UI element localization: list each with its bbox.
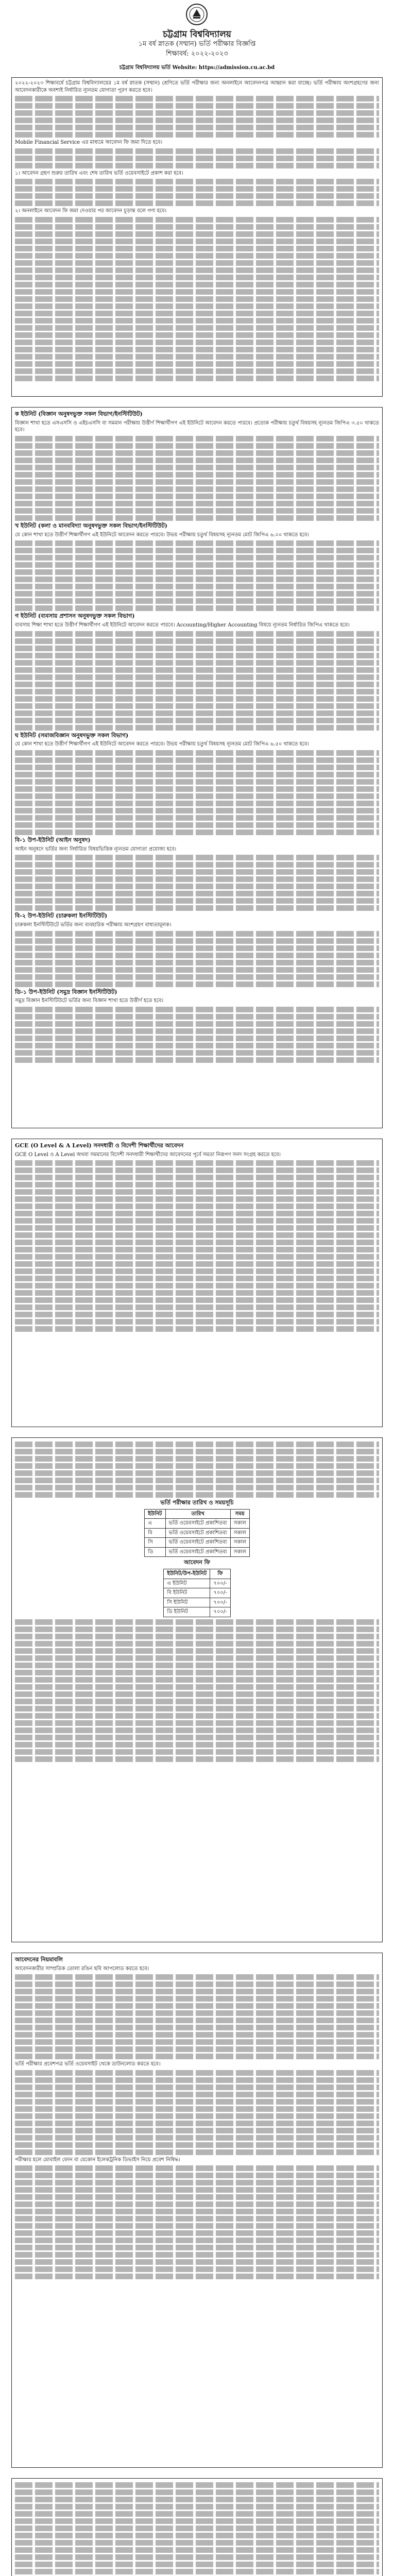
table-header-cell: ইউনিট — [145, 1509, 165, 1519]
intro-paragraph: ২০২২-২০২৩ শিক্ষাবর্ষে চট্টগ্রাম বিশ্ববিদ্যালয়ের ১ম বর্ষ স্নাতক (সম্মান) শ্রেণিতে ভর্তি পরীক্ষার জন্য অনলাইনে আবেদনপত্র আহ্বান করা যাচ্ছে। ভর্তি পরীক্ষায় অংশগ্রহণের জন্য আবেদনকারীকে অবশ্যই নির্ধারিত ন্যূনতম যোগ্যতা পূরণ করতে হবে। — [15, 80, 379, 93]
unit-body: বিজ্ঞান শাখা হতে এসএসসি ও এইচএসসি বা সমমান পরীক্ষায় উত্তীর্ণ শিক্ষার্থীগণ এই ইউনিটে আবেদন করতে পারবে। প্রত্যেক পরীক্ষায় চতুর্থ বিষয়সহ ন্যূনতম জিপিএ ৩.৫০ থাকতে হবে। — [15, 420, 379, 433]
table-row — [164, 1588, 230, 1598]
university-emblem-icon — [185, 3, 208, 26]
exam-schedule-box — [11, 1437, 383, 1942]
university-name: চট্টগ্রাম বিশ্ববিদ্যালয় — [163, 29, 231, 40]
table-cell: সকাল — [230, 1519, 249, 1529]
notice-subtitle: ১ম বর্ষ স্নাতক (সম্মান) ভর্তি পরীক্ষার বিজ্ঞপ্তি — [138, 40, 256, 48]
table-cell: এ ইউনিট — [164, 1579, 210, 1588]
unit-body: ব্যবসায় শিক্ষা শাখা হতে উত্তীর্ণ শিক্ষার্থীগণ এই ইউনিটে আবেদন করতে পারবে। Accounting/Higher Accounting বিষয়ে ন্যূনতম নির্ধারিত জিপিএ থাকতে হবে। — [15, 622, 350, 629]
unit-section — [15, 989, 379, 1063]
exam-table-title: ভর্তি পরীক্ষার তারিখ ও সময়সূচি — [160, 1499, 234, 1506]
notice-item: ১। আবেদন গ্রহণ শুরুর তারিখ এবং শেষ তারিখ ভর্তি ওয়েবসাইটে প্রকাশ করা হবে। — [15, 170, 183, 176]
instruction-item: পরীক্ষার হলে মোবাইল ফোন বা যেকোন ইলেকট্রনিক ডিভাইস নিয়ে প্রবেশ নিষিদ্ধ। — [15, 2157, 180, 2163]
unit-title: ক ইউনিট (বিজ্ঞান অনুষদভুক্ত সকল বিভাগ/ইনস্টিটিউট) — [15, 411, 143, 417]
table-row — [164, 1607, 230, 1617]
table-row — [145, 1519, 250, 1529]
notice-item: ২। অনলাইনে আবেদন ফি জমা দেওয়ার পর আবেদন চূড়ান্ত বলে গণ্য হবে। — [15, 208, 167, 214]
fee-table-title: আবেদন ফি — [184, 1559, 210, 1566]
table-cell: সকাল — [230, 1547, 249, 1557]
table-header-cell: ইউনিট/উপ-ইউনিট — [164, 1569, 210, 1579]
table-cell: ভর্তি ওয়েবসাইটে প্রকাশিতব্য — [165, 1519, 230, 1529]
foreign-applicants-box — [11, 1139, 383, 1427]
unit-title: বি-১ উপ-ইউনিট (আইন অনুষদ) — [15, 836, 91, 843]
instructions-box — [11, 1953, 383, 2468]
table-row — [145, 1538, 250, 1548]
table-cell: সি ইউনিট — [164, 1598, 210, 1607]
table-cell: বি — [145, 1528, 165, 1538]
table-cell: ভর্তি ওয়েবসাইটে প্রকাশিতব্য — [165, 1528, 230, 1538]
table-cell: ভর্তি ওয়েবসাইটে প্রকাশিতব্য — [165, 1538, 230, 1548]
unit-section — [15, 522, 379, 611]
table-cell: ৭০০/- — [210, 1579, 230, 1588]
exam-schedule-table — [144, 1509, 250, 1557]
unit-section — [15, 912, 379, 987]
website-banner — [11, 64, 383, 74]
unit-title: বি-২ উপ-ইউনিট (চারুকলা ইনস্টিটিউট) — [15, 912, 108, 920]
table-header-row — [145, 1509, 250, 1519]
unit-body: সমুদ্র বিজ্ঞান ইনস্টিটিউটে ভর্তির জন্য বিজ্ঞান শাখা হতে উত্তীর্ণ হতে হবে। — [15, 998, 164, 1004]
table-cell: বি ইউনিট — [164, 1588, 210, 1598]
table-cell: ৭০০/- — [210, 1598, 230, 1607]
unit-body: যে কোন শাখা হতে উত্তীর্ণ শিক্ষার্থীগণ এই ইউনিটে আবেদন করতে পারবে। উভয় পরীক্ষায় চতুর্থ বিষয়সহ ন্যূনতম মোট জিপিএ ৬.৫০ থাকতে হবে। — [15, 741, 310, 748]
session-line: শিক্ষাবর্ষ: ২০২২-২০২৩ — [166, 50, 228, 58]
table-row — [164, 1598, 230, 1607]
table-header-cell: সময় — [230, 1509, 249, 1519]
unit-title: ডি-১ উপ-ইউনিট (সমুদ্র বিজ্ঞান ইনস্টিটিউট) — [15, 988, 117, 995]
unit-section — [15, 837, 379, 911]
intro-box — [11, 77, 383, 397]
unit-body: যে কোন শাখা হতে উত্তীর্ণ শিক্ষার্থীগণ এই ইউনিটে আবেদন করতে পারবে। উভয় পরীক্ষায় চতুর্থ বিষয়সহ ন্যূনতম মোট জিপিএ ৬.০০ থাকতে হবে। — [15, 532, 310, 538]
table-row — [145, 1528, 250, 1538]
instructions-title: আবেদনের নিয়মাবলি — [15, 1956, 63, 1963]
website-line[interactable]: চট্টগ্রাম বিশ্ববিদ্যালয় ভর্তি Website: https://admission.cu.ac.bd — [119, 65, 275, 71]
unit-section — [15, 732, 379, 835]
unit-section — [15, 411, 379, 521]
table-cell: সকাল — [230, 1528, 249, 1538]
table-cell: এ — [145, 1519, 165, 1529]
table-header-cell: ফি — [210, 1569, 230, 1579]
table-cell: ৭০০/- — [210, 1607, 230, 1617]
unit-title: গ ইউনিট (ব্যবসায় প্রশাসন অনুষদভুক্ত সকল বিভাগ) — [15, 613, 135, 620]
intro-paragraph: Mobile Financial Service এর মাধ্যমে আবেদন ফি জমা দিতে হবে। — [15, 140, 163, 145]
table-cell: সকাল — [230, 1538, 249, 1548]
notice-header — [0, 0, 394, 62]
table-row — [164, 1579, 230, 1588]
table-cell: ৭০০/- — [210, 1588, 230, 1598]
instruction-item: ভর্তি পরীক্ষার প্রবেশপত্র ভর্তি ওয়েবসাইট থেকে ডাউনলোড করতে হবে। — [15, 2061, 161, 2067]
unit-body: আইন অনুষদে ভর্তির জন্য নির্ধারিত বিষয়ভিত্তিক ন্যূনতম যোগ্যতা প্রযোজ্য হবে। — [15, 846, 177, 852]
unit-section — [15, 613, 379, 730]
unit-body: চারুকলা ইনস্টিটিউটে ভর্তির জন্য ব্যবহারিক পরীক্ষায় অংশগ্রহণ বাধ্যতামূলক। — [15, 922, 172, 928]
foreign-body: GCE O Level ও A Level অথবা সমমানের বিদেশী সনদধারী শিক্ষার্থীদের আবেদনের পূর্বে সমতা নিরূপণ সনদ সংগ্রহ করতে হবে। — [15, 1151, 281, 1158]
fee-table — [163, 1569, 230, 1617]
table-cell: ভর্তি ওয়েবসাইটে প্রকাশিতব্য — [165, 1547, 230, 1557]
table-header-row — [164, 1569, 230, 1579]
unit-requirements-box — [11, 407, 383, 1128]
table-cell: ডি — [145, 1547, 165, 1557]
unit-title: ঘ ইউনিট (সমাজবিজ্ঞান অনুষদভুক্ত সকল বিভাগ) — [15, 732, 129, 739]
contact-box — [11, 2478, 383, 2576]
foreign-title: GCE (O Level & A Level) সনদধারী ও বিদেশী শিক্ষার্থীদের আবেদন — [15, 1142, 184, 1149]
table-row — [145, 1547, 250, 1557]
unit-title: খ ইউনিট (কলা ও মানববিদ্যা অনুষদভুক্ত সকল বিভাগ/ইনস্টিটিউট) — [15, 522, 168, 529]
table-header-cell: তারিখ — [165, 1509, 230, 1519]
instruction-item: আবেদনকারীর সাম্প্রতিক তোলা রঙিন ছবি আপলোড করতে হবে। — [15, 1965, 149, 1972]
table-cell: ডি ইউনিট — [164, 1607, 210, 1617]
table-cell: সি — [145, 1538, 165, 1548]
